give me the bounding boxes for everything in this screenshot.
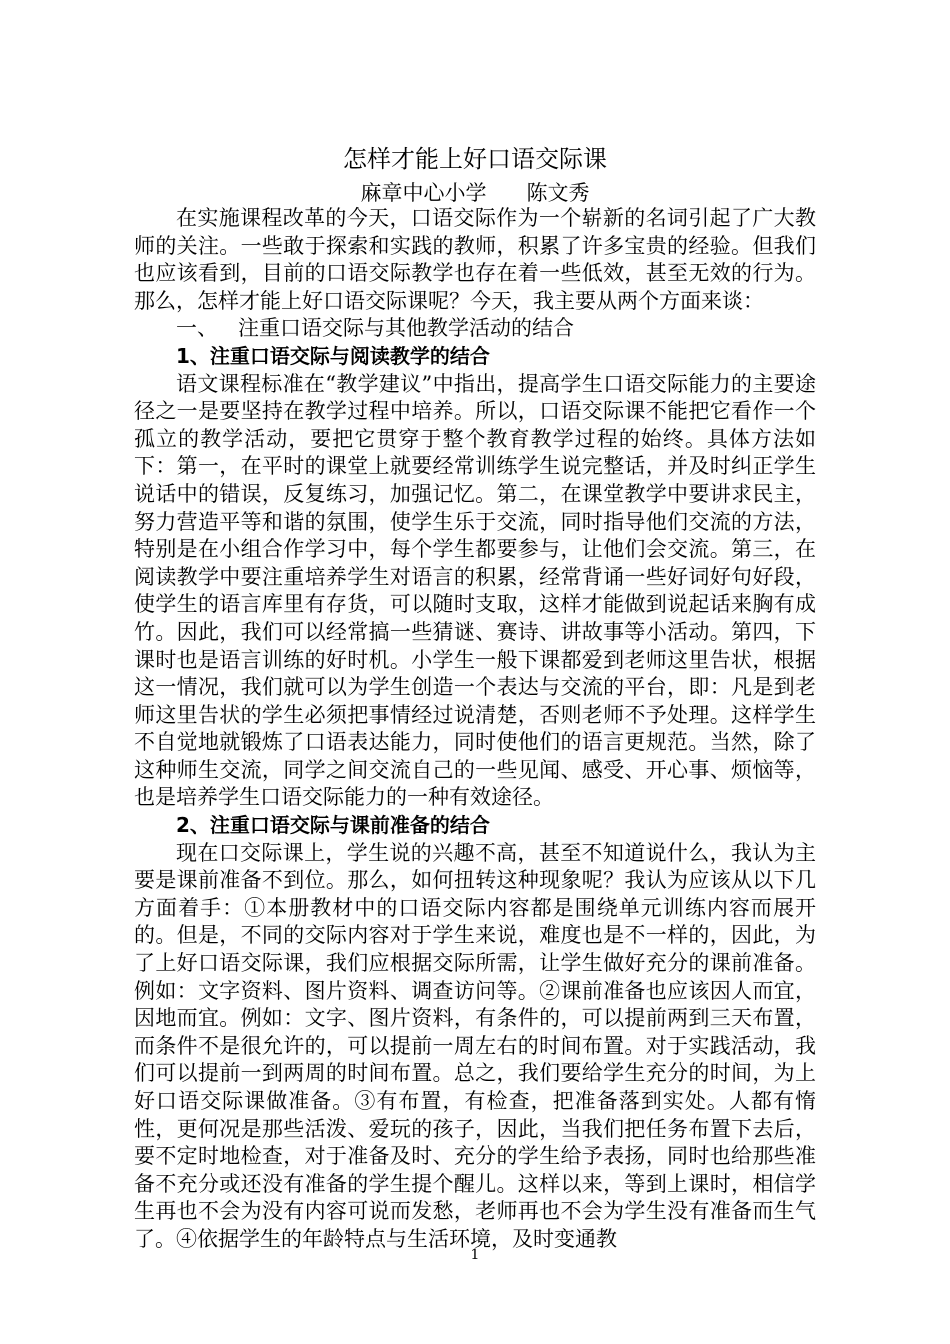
intro-paragraph: 在实施课程改革的今天，口语交际作为一个崭新的名词引起了广大教师的关注。一些敢于探索和实践的教师，积累了许多宝贵的经验。但我们也应该看到，目前的口语交际教学也存在着一些低效，甚至无效的行为。那么，怎样才能上好口语交际课呢？今天，我主要从两个方面来谈： — [134, 206, 816, 313]
body-paragraph: 现在口交际课上，学生说的兴趣不高，甚至不知道说什么，我认为主要是课前准备不到位。那么，如何扭转这种现象呢？我认为应该从以下几方面着手：①本册教材中的口语交际内容都是围绕单元训练内容而展开的。但是，不同的交际内容对于学生来说，难度也是不一样的，因此，为了上好口语交际课，我们应根据交际所需，让学生做好充分的课前准备。例如：文字资料、图片资料、调查访问等。②课前准备也应该因人而宜，因地而宜。例如：文字、图片资料，有条件的，可以提前两到三天布置，而条件不是很允许的，可以提前一周左右的时间布置。对于实践活动，我们可以提前一到两周的时间布置。总之，我们要给学生充分的时间，为上好口语交际课做准备。③有布置，有检查，把准备落到实处。人都有惰性，更何况是那些活泼、爱玩的孩子，因此，当我们把任务布置下去后，要不定时地检查，对于准备及时、充分的学生给予表扬，同时也给那些准备不充分或还没有准备的学生提个醒儿。这样以来，等到上课时，相信学生再也不会为没有内容可说而发愁，老师再也不会为学生没有准备而生气了。④依据学生的年龄特点与生活环境，及时变通教 — [134, 840, 816, 1251]
page-number: 1 — [470, 1247, 480, 1263]
author-byline: 麻章中心小学 陈文秀 — [360, 181, 590, 205]
document-title: 怎样才能上好口语交际课 — [343, 145, 607, 173]
body-paragraph: 语文课程标准在“教学建议”中指出，提高学生口语交际能力的主要途径之一是要坚持在教学过程中培养。所以，口语交际课不能把它看作一个孤立的教学活动，要把它贯穿于整个教育教学过程的始终。具体方法如下：第一，在平时的课堂上就要经常训练学生说完整话，并及时纠正学生说话中的错误，反复练习，加强记忆。第二，在课堂教学中要讲求民主，努力营造平等和谐的氛围，使学生乐于交流，同时指导他们交流的方法，特别是在小组合作学习中，每个学生都要参与，让他们会交流。第三，在阅读教学中要注重培养学生对语言的积累，经常背诵一些好词好句好段，使学生的语言库里有存货，可以随时支取，这样才能做到说起话来胸有成竹。因此，我们可以经常搞一些猜谜、赛诗、讲故事等小活动。第四，下课时也是语言训练的好时机。小学生一般下课都爱到老师这里告状，根据这一情况，我们就可以为学生创造一个表达与交流的平台，即：凡是到老师这里告状的学生必须把事情经过说清楚，否则老师不予处理。这样学生不自觉地就锻炼了口语表达能力，同时使他们的语言更规范。当然，除了这种师生交流，同学之间交流自己的一些见闻、感受、开心事、烦恼等，也是培养学生口语交际能力的一种有效途径。 — [134, 371, 816, 810]
subsection-heading: 2、注重口语交际与课前准备的结合 — [176, 813, 490, 838]
document-body — [134, 205, 816, 1254]
subsection-heading: 1、注重口语交际与阅读教学的结合 — [176, 343, 490, 368]
section-heading: 一、 注重口语交际与其他教学活动的结合 — [176, 316, 575, 341]
